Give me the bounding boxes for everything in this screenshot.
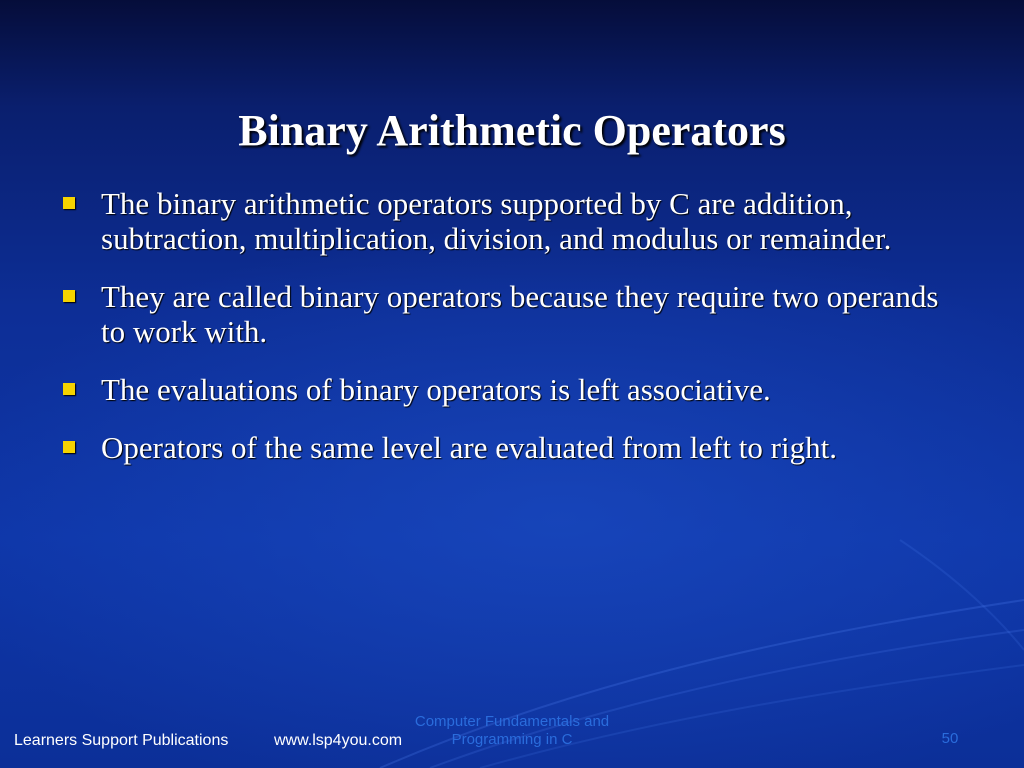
bullet-list [60, 186, 960, 488]
square-bullet-icon [63, 290, 75, 302]
square-bullet-icon [63, 441, 75, 453]
footer-course-line: Programming in C [451, 731, 573, 748]
footer-publisher: Learners Support Publications [14, 732, 229, 749]
square-bullet-icon [63, 197, 75, 209]
bullet-item [60, 430, 960, 465]
footer-course-line: Computer Fundamentals and [414, 713, 610, 730]
footer-website: www.lsp4you.com [274, 732, 403, 749]
slide-title: Binary Arithmetic Operators [238, 106, 786, 155]
square-bullet-icon [63, 383, 75, 395]
bullet-text: Operators of the same level are evaluated from left to right. [101, 430, 837, 465]
footer-course-title [392, 713, 632, 749]
bullet-text: The evaluations of binary operators is left associative. [101, 372, 771, 407]
bullet-item [60, 279, 960, 349]
bullet-text: They are called binary operators because they require two operands to work with. [101, 279, 939, 349]
bullet-text: The binary arithmetic operators supported by C are addition, subtraction, multiplication, division, and modulus or remainder. [101, 186, 892, 256]
bullet-item [60, 186, 960, 256]
page-number: 50 [941, 730, 959, 747]
bullet-item [60, 372, 960, 407]
